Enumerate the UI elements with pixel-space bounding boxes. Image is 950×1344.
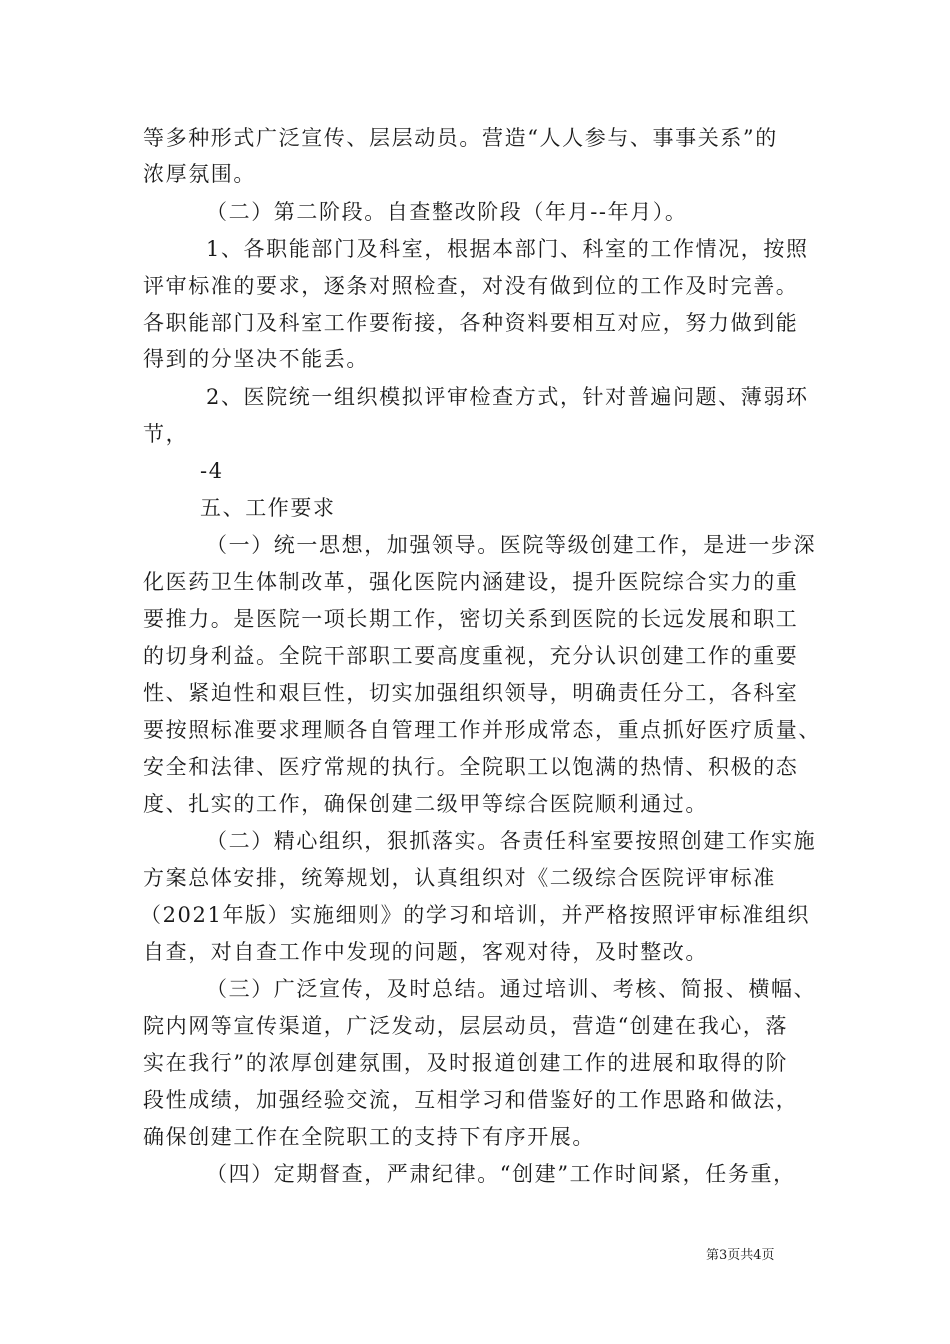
body-text-line: 化医药卫生体制改革，强化医院内涵建设，提升医院综合实力的重 xyxy=(143,570,799,594)
body-text-line: 各职能部门及科室工作要衔接，各种资料要相互对应，努力做到能 xyxy=(143,311,799,335)
body-text-line: 节， xyxy=(143,422,189,446)
body-text-line: 自查，对自查工作中发现的问题，客观对待，及时整改。 xyxy=(143,940,708,964)
body-text-line: 性、紧迫性和艰巨性，切实加强组织领导，明确责任分工，各科室 xyxy=(143,681,799,705)
body-text-line: （2021年版）实施细则》的学习和培训，并严格按照评审标准组织 xyxy=(140,903,811,927)
body-text-line: 度、扎实的工作，确保创建二级甲等综合医院顺利通过。 xyxy=(143,792,708,816)
body-text-line: 的切身利益。全院干部职工要高度重视，充分认识创建工作的重要 xyxy=(143,644,799,668)
body-text-line: （三）广泛宣传，及时总结。通过培训、考核、简报、横幅、 xyxy=(206,977,817,1001)
body-text-line: 安全和法律、医疗常规的执行。全院职工以饱满的热情、积极的态 xyxy=(143,755,799,779)
body-text-line: 确保创建工作在全院职工的支持下有序开展。 xyxy=(143,1125,595,1149)
body-text-line: 要按照标准要求理顺各自管理工作并形成常态，重点抓好医疗质量、 xyxy=(143,718,821,742)
inline-page-marker: -4 xyxy=(200,459,224,483)
body-text-line: 等多种形式广泛宣传、层层动员。营造“人人参与、事事关系”的 xyxy=(143,126,778,150)
body-text-line: 实在我行”的浓厚创建氛围，及时报道创建工作的进展和取得的阶 xyxy=(143,1051,789,1075)
section-heading: （二）第二阶段。自查整改阶段（年月--年月）。 xyxy=(206,200,688,224)
page-number-footer: 第3页共4页 xyxy=(706,1248,775,1263)
body-text-line: 1、各职能部门及科室，根据本部门、科室的工作情况，按照 xyxy=(206,237,809,261)
body-text-line: 方案总体安排，统筹规划，认真组织对《二级综合医院评审标准 xyxy=(143,866,776,890)
body-text-line: 浓厚氛围。 xyxy=(143,162,256,186)
body-text-line: 段性成绩，加强经验交流，互相学习和借鉴好的工作思路和做法， xyxy=(143,1088,799,1112)
body-text-line: （一）统一思想，加强领导。医院等级创建工作，是进一步深 xyxy=(206,533,817,557)
section-heading: 五、工作要求 xyxy=(200,496,336,520)
body-text-line: （四）定期督查，严肃纪律。“创建”工作时间紧，任务重， xyxy=(206,1162,796,1186)
body-text-line: （二）精心组织，狠抓落实。各责任科室要按照创建工作实施 xyxy=(206,829,817,853)
body-text-line: 院内网等宣传渠道，广泛发动，层层动员，营造“创建在我心，落 xyxy=(143,1014,789,1038)
body-text-line: 评审标准的要求，逐条对照检查，对没有做到位的工作及时完善。 xyxy=(143,274,799,298)
body-text-line: 要推力。是医院一项长期工作，密切关系到医院的长远发展和职工 xyxy=(143,607,799,631)
body-text-line: 2、医院统一组织模拟评审检查方式，针对普遍问题、薄弱环 xyxy=(206,385,809,409)
body-text-line: 得到的分坚决不能丢。 xyxy=(143,347,369,371)
